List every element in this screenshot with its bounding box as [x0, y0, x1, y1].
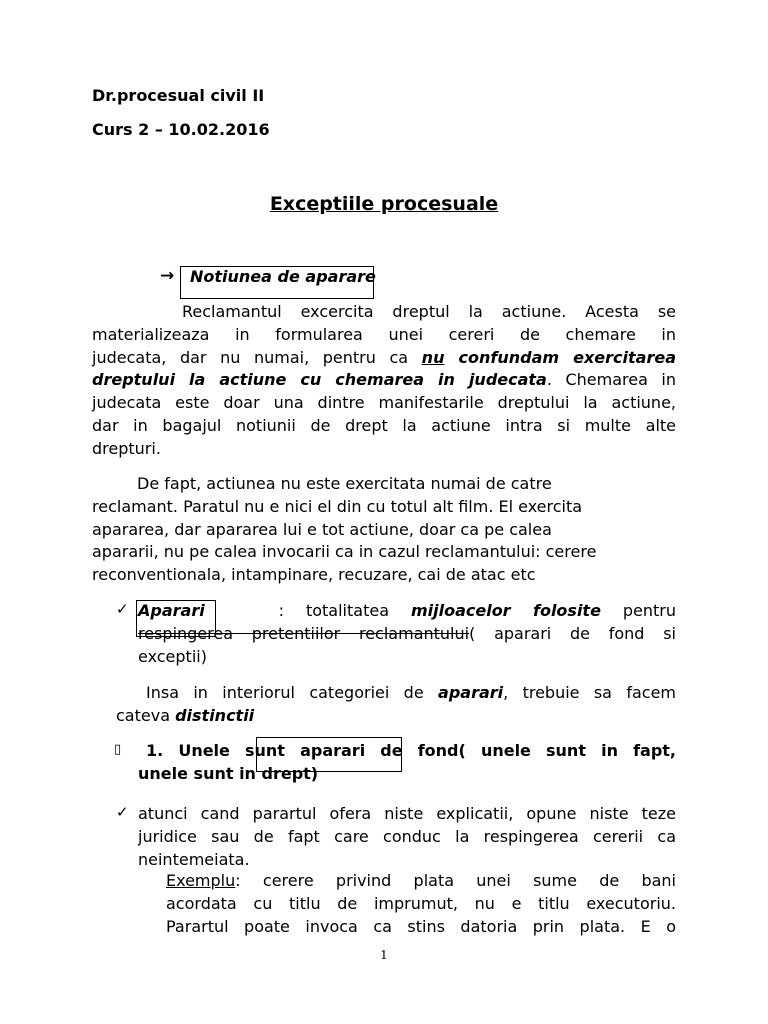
b1-strike: respingerea pretentiilor reclamantului — [138, 623, 470, 643]
ex-text: : cerere privind plata unei sume de bani — [235, 871, 676, 890]
b1-line-1 — [138, 600, 676, 623]
example-block — [166, 870, 676, 938]
bullet-explicatii — [138, 803, 676, 871]
p1-line-3 — [92, 347, 676, 370]
bullet-aparari — [138, 600, 676, 668]
example-label: Exemplu — [166, 871, 236, 890]
section-heading: Notiunea de aparare — [190, 267, 376, 286]
p3-text-3: cateva — [116, 705, 176, 725]
p3-emphasis-2: distinctii — [175, 705, 255, 725]
b2-line-1: atunci cand parartul ofera niste explicatii, opune niste teze — [138, 804, 676, 823]
p1-emphasis-2: dreptului la actiune cu chemarea in judecata — [92, 370, 547, 390]
p1-line-7: drepturi. — [92, 438, 161, 458]
p3-emphasis: aparari — [438, 683, 504, 702]
p1-line-2: materializeaza in formularea unei cereri de chemare in — [92, 324, 676, 344]
p1-line-4 — [92, 369, 676, 392]
b1-line-3: exceptii) — [138, 646, 207, 666]
ex-line-2: acordata cu titlu de imprumut, nu e titlu executoriu. — [166, 893, 676, 913]
ex-line-3: Parartul poate invoca ca stins datoria prin plata. E o — [166, 916, 676, 936]
lecture-date: Curs 2 – 10.02.2016 — [92, 120, 270, 139]
p2-line-3: apararea, dar apararea lui e tot actiune, doar ca pe calea — [92, 519, 552, 539]
point-1 — [138, 740, 676, 786]
pt1-line-1 — [138, 740, 676, 763]
p1-emphasis: confundam exercitarea — [444, 347, 677, 367]
p2-line-5: reconventionala, intampinare, recuzare, cai de atac etc — [92, 565, 536, 585]
course-name: Dr.procesual civil II — [92, 86, 265, 105]
b1-text: : totalitatea — [256, 601, 411, 620]
bullet-box-icon: ▯ — [114, 742, 122, 757]
paragraph-1 — [92, 301, 676, 461]
b2-line-2: juridice sau de fapt care conduc la respingerea cererii ca — [138, 826, 676, 846]
paragraph-2 — [92, 473, 596, 587]
p3-line-2 — [116, 705, 676, 728]
pt1-text: 1. Unele sunt aparari de fond — [146, 741, 459, 760]
p3-line-1 — [116, 682, 676, 705]
b1-emphasis: mijloacelor folosite — [410, 601, 601, 620]
aparari-box — [136, 600, 216, 637]
p3-text: Insa in interiorul categoriei de — [146, 683, 439, 702]
b2-line-3: neintemeiata. — [138, 849, 250, 869]
term-aparari: Aparari — [138, 601, 205, 620]
checkmark-icon-2: ✓ — [116, 803, 129, 821]
b1-text-2: pentru — [600, 601, 677, 620]
p1-line-5: judecata este doar una dintre manifestarile dreptului la actiune, — [92, 393, 676, 413]
p1-text: judecata, dar nu numai, pentru ca — [92, 347, 422, 367]
fond-box — [256, 737, 402, 772]
heading-box — [180, 266, 374, 299]
p2-line-2: reclamant. Paratul nu e nici el din cu totul alt film. El exercita — [92, 496, 583, 516]
b1-text-3: ( aparari de fond si — [469, 623, 676, 643]
page-number: 1 — [380, 948, 388, 962]
b1-line-2 — [138, 623, 676, 646]
document-title: Exceptiile procesuale — [269, 193, 499, 215]
p3-text-2: , trebuie sa facem — [503, 683, 677, 702]
pt1-line-2: unele sunt in drept) — [138, 763, 319, 783]
arrow-icon: → — [160, 266, 175, 286]
pt1-text-2: ( unele sunt in fapt, — [458, 741, 677, 760]
p2-line-1: De fapt, actiunea nu este exercitata numai de catre — [137, 474, 552, 493]
checkmark-icon: ✓ — [116, 600, 129, 618]
p1-line-1: Reclamantul excercita dreptul la actiune. Acesta se — [182, 302, 676, 321]
p1-text-2: . Chemarea in — [546, 370, 677, 390]
p1-emphasis-nu: nu — [421, 347, 445, 367]
paragraph-3 — [116, 682, 676, 728]
p1-line-6: dar in bagajul notiunii de drept la actiune intra si multe alte — [92, 415, 676, 435]
ex-line-1 — [166, 870, 676, 893]
p2-line-4: apararii, nu pe calea invocarii ca in cazul reclamantului: cerere — [92, 542, 597, 562]
